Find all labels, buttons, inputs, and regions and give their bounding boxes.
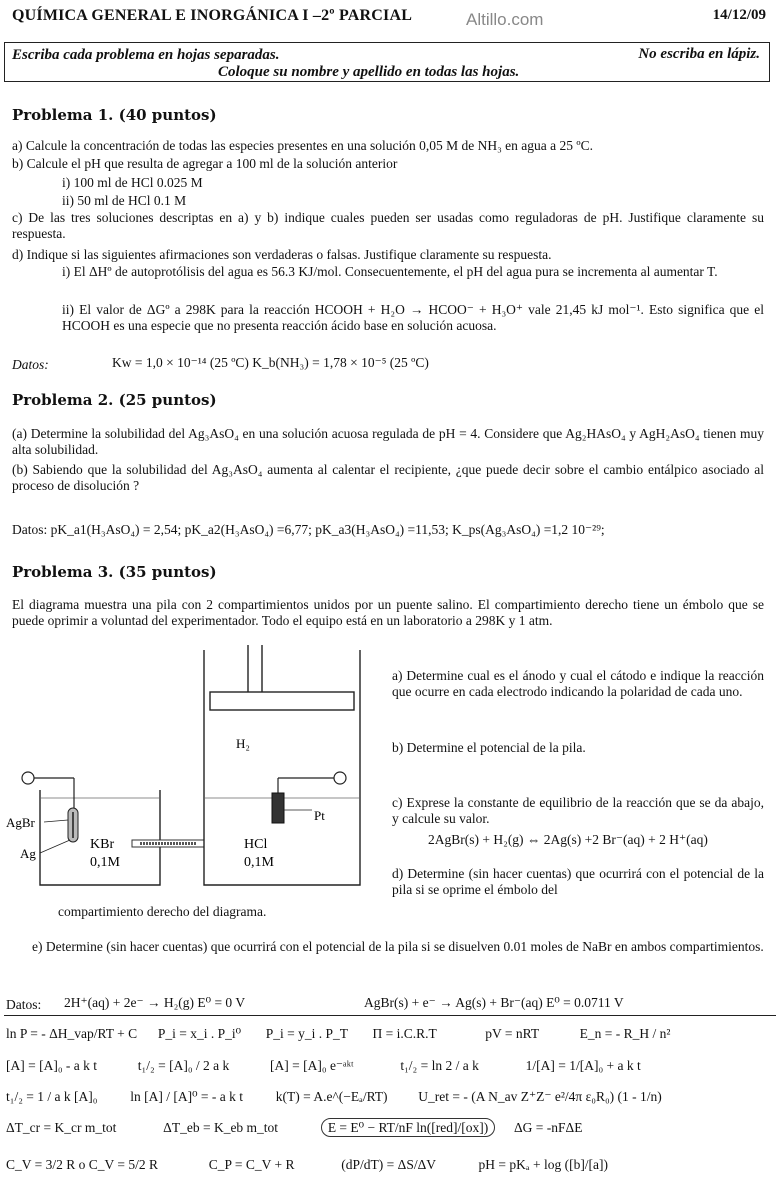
formula-arrhenius: k(T) = A.e^(−Eₐ/RT)	[275, 1089, 388, 1104]
formula-raoult: P_i = x_i . P_i⁰	[157, 1026, 242, 1041]
formula-dalton: P_i = y_i . P_T	[265, 1026, 348, 1041]
formula-clausius: ln P = - ΔH_vap/RT + C	[6, 1026, 138, 1041]
formula-first-half-life: t₁/₂ = ln 2 / a k	[400, 1058, 479, 1073]
problem3-c-reaction: 2AgBr(s) + H₂(g) ⇔ 2Ag(s) +2 Br⁻(aq) + 2 H⁺(aq)	[428, 832, 708, 847]
formula-bohr: E_n = - R_H / n²	[579, 1026, 671, 1041]
formula-lattice-energy: U_ret = - (A N_av Z⁺Z⁻ e²/4π ε₀R₀) (1 - 1/n)	[418, 1089, 662, 1104]
formula-cp: C_P = C_V + R	[208, 1157, 295, 1172]
problem3-c: c) Exprese la constante de equilibrio de la reacción que se da abajo, y calcule su valor.	[392, 795, 764, 827]
problem3-d-cont: compartimiento derecho del diagrama.	[58, 904, 267, 919]
right-compartment	[204, 650, 360, 885]
formula-nernst: E = E⁰ − RT/nF ln([red]/[ox])	[321, 1118, 495, 1137]
problem1-a: a) Calcule la concentración de todas las especies presentes en una solución 0,05 M de NH₃ en agua a 25 ºC.	[12, 138, 593, 153]
problem3-a: a) Determine cual es el ánodo y cual el cátodo e indique la reacción que ocurre en cada electrodo indicando la polaridad de cada uno.	[392, 668, 764, 700]
problem1-d-ii: ii) El valor de ΔGº a 298K para la reacción HCOOH + H₂O → HCOO⁻ + H₃O⁺ vale 21,45 kJ mol⁻¹. Esto significa que el HCOOH es una especie que no presenta reacción ácido base en solución acuosa.	[62, 302, 764, 334]
problem3-datos-label: Datos:	[6, 997, 42, 1012]
problem1-d-i: i) El ΔHº de autoprotólisis del agua es 56.3 KJ/mol. Consecuentemente, el pH del agua pura se incrementa al aumentar T.	[62, 264, 718, 279]
problem1-b-i: i) 100 ml de HCl 0.025 M	[62, 175, 203, 190]
problem2-heading: Problema 2. (25 puntos)	[12, 391, 217, 409]
formula-row-4	[6, 1120, 582, 1136]
problem3-d: d) Determine (sin hacer cuentas) que ocurrirá con el potencial de la pila si se oprime el émbolo del	[392, 866, 764, 898]
formula-ideal-gas: pV = nRT	[485, 1026, 539, 1041]
instruction-name: Coloque su nombre y apellido en todas las hojas.	[218, 64, 520, 80]
problem1-b: b) Calcule el pH que resulta de agregar a 100 ml de la solución anterior	[12, 156, 398, 171]
formula-zero-half-life: t₁/₂ = [A]₀ / 2 a k	[137, 1058, 230, 1073]
problem3-intro: El diagrama muestra una pila con 2 compartimientos unidos por un puente salino. El compartimiento derecho tiene un émbolo que se puede oprimir a voluntad del experimentador. Todo el equipo está en un laboratorio a 298K y 1 atm.	[12, 597, 764, 629]
problem3-b: b) Determine el potencial de la pila.	[392, 740, 586, 755]
agbr-label: AgBr	[6, 815, 35, 830]
formula-zero-order: [A] = [A]₀ - a k t	[6, 1058, 98, 1073]
formula-clapeyron: (dP/dT) = ΔS/ΔV	[341, 1157, 436, 1172]
formula-second-order: 1/[A] = 1/[A]₀ + a k t	[525, 1058, 641, 1073]
formula-ebullioscopic: ΔT_eb = K_eb m_tot	[163, 1120, 279, 1135]
watermark: Altillo.com	[466, 10, 544, 29]
exam-title: QUÍMICA GENERAL E INORGÁNICA I –2º PARCIAL	[12, 7, 413, 24]
formula-cv: C_V = 3/2 R o C_V = 5/2 R	[6, 1157, 159, 1172]
formula-first-order: [A] = [A]₀ e⁻ᵃᵏᵗ	[270, 1058, 354, 1073]
formula-divider	[4, 1015, 776, 1016]
problem1-datos: Kw = 1,0 × 10⁻¹⁴ (25 ºC) K_b(NH₃) = 1,78 × 10⁻⁵ (25 ºC)	[112, 355, 429, 370]
instruction-separate-sheets: Escriba cada problema en hojas separadas.	[12, 47, 280, 63]
galvanic-cell-diagram	[0, 640, 380, 890]
problem2-datos: Datos: pK_a1(H₃AsO₄) = 2,54; pK_a2(H₃AsO₄) =6,77; pK_a3(H₃AsO₄) =11,53; K_ps(Ag₃AsO₄) =1,2 10⁻²⁹;	[12, 522, 605, 537]
problem3-e: e) Determine (sin hacer cuentas) que ocurrirá con el potencial de la pila si se disuelven 0.01 moles de NaBr en ambos compartimientos.	[32, 939, 764, 954]
formula-row-1	[6, 1026, 670, 1042]
hcl-label: HCl	[244, 837, 268, 852]
problem3-heading: Problema 3. (35 puntos)	[12, 563, 217, 581]
problem3-datos2: AgBr(s) + e⁻ → Ag(s) + Br⁻(aq) E⁰ = 0.0711 V	[364, 995, 624, 1010]
problem3-datos1: 2H⁺(aq) + 2e⁻ → H₂(g) E⁰ = 0 V	[64, 995, 246, 1010]
formula-second-half-life: t₁/₂ = 1 / a k [A]₀	[6, 1089, 98, 1104]
formula-row-5	[6, 1157, 608, 1173]
formula-row-2	[6, 1058, 641, 1074]
formula-row-3	[6, 1089, 662, 1105]
problem2-b: (b) Sabiendo que la solubilidad del Ag₃AsO₄ aumenta al calentar el recipiente, ¿que puede decir sobre el cambio entálpico asociado al proceso de disolución ?	[12, 462, 764, 494]
piston	[210, 692, 354, 710]
formula-gibbs: ΔG = -nFΔE	[513, 1120, 583, 1135]
exam-date: 14/12/09	[712, 7, 766, 23]
formula-first-order-ln: ln [A] / [A]⁰ = - a k t	[130, 1089, 243, 1104]
h2-label: H₂	[236, 736, 250, 751]
ag-label: Ag	[20, 846, 36, 861]
pt-electrode	[272, 793, 284, 823]
kbr-conc-label: 0,1M	[90, 855, 120, 870]
problem1-b-ii: ii) 50 ml de HCl 0.1 M	[62, 193, 187, 208]
kbr-label: KBr	[90, 837, 115, 852]
instruction-no-pencil: No escriba en lápiz.	[638, 46, 760, 62]
formula-osmotic: Π = i.C.R.T	[372, 1026, 437, 1041]
problem1-d: d) Indique si las siguientes afirmaciones son verdaderas o falsas. Justifique claramente su respuesta.	[12, 247, 552, 262]
problem1-c: c) De las tres soluciones descriptas en a) y b) indique cuales pueden ser usadas como reguladoras de pH. Justifique claramente su respuesta.	[12, 210, 764, 242]
formula-cryoscopic: ΔT_cr = K_cr m_tot	[6, 1120, 117, 1135]
formula-henderson: pH = pKₐ + log ([b]/[a])	[478, 1157, 609, 1172]
problem1-datos-label: Datos:	[12, 357, 49, 372]
pt-label: Pt	[314, 808, 325, 823]
hcl-conc-label: 0,1M	[244, 855, 274, 870]
problem1-heading: Problema 1. (40 puntos)	[12, 106, 217, 124]
problem2-a: (a) Determine la solubilidad del Ag₃AsO₄ en una solución acuosa regulada de pH = 4. Considere que Ag₂HAsO₄ y AgH₂AsO₄ tienen muy alta solubilidad.	[12, 426, 764, 458]
